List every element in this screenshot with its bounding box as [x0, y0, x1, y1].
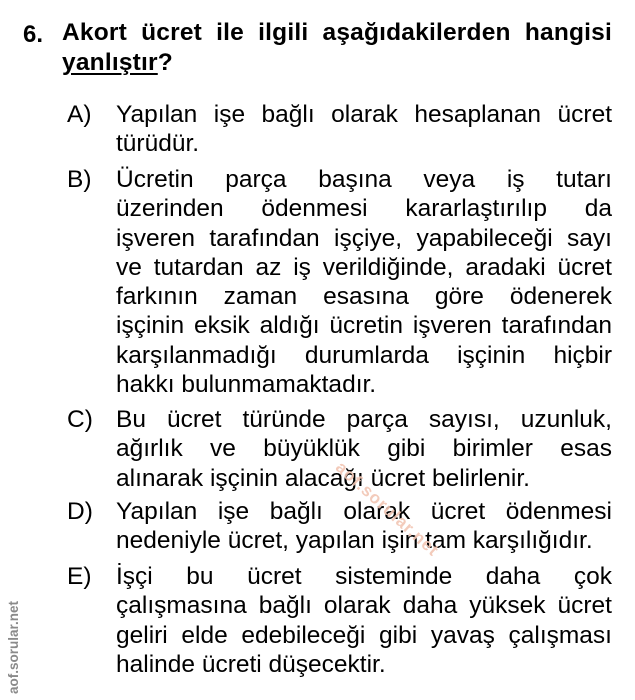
question-stem: [62, 18, 612, 78]
question-stem-emphasis: yanlıştır: [62, 49, 158, 76]
option-line: alınarak işçinin alacağı ücret belirlenir.: [116, 464, 530, 492]
option-line: Bu ücret türünde parça sayısı, uzunluk,: [116, 406, 612, 433]
option-line: karşılanmadığı durumlarda işçinin hiçbir: [116, 341, 612, 369]
option-text: [116, 562, 612, 679]
question-number: 6.: [23, 21, 44, 48]
question-stem-text: Akort ücret ile ilgili aşağıdakilerden hangisi: [62, 19, 612, 46]
option-line: işveren tarafından işçiye, yapabileceği sayı: [116, 224, 612, 252]
option-line: türüdür.: [116, 130, 200, 158]
option-text: [116, 100, 612, 159]
option-line: halinde ücreti düşecektir.: [116, 650, 386, 678]
option-line: İşçi bu ücret sisteminde daha çok: [116, 563, 612, 590]
option-line: Ücretin parça başına veya iş tutarı: [116, 166, 612, 193]
option-line: ağırlık ve büyüklük gibi birimler esas: [116, 435, 612, 463]
option-line: üzerinden ödenmesi kararlaştırılıp da: [116, 195, 612, 223]
option-line: ve tutardan az iş verildiğinde, aradaki ücret: [116, 253, 612, 281]
option-line: Yapılan işe bağlı olarak ücret ödenmesi: [116, 498, 612, 525]
option-line: Yapılan işe bağlı olarak hesaplanan ücret: [116, 101, 612, 128]
option-line: farkının zaman esasına göre ödenerek: [116, 283, 612, 311]
option-text: [116, 497, 612, 556]
option-line: geliri elde edebileceği gibi yavaş çalışması: [116, 621, 612, 649]
option-letter: D): [67, 498, 93, 525]
watermark-diagonal: aof.sorular.net: [331, 457, 443, 561]
option-letter: B): [67, 166, 92, 193]
question-stem-end: ?: [157, 49, 173, 76]
watermark-vertical: aof.sorular.net: [6, 600, 21, 694]
option-text: [116, 165, 612, 399]
option-line: nedeniyle ücret, yapılan işin tam karşılığıdır.: [116, 527, 593, 555]
option-line: işçinin eksik aldığı ücretin işveren tarafından: [116, 312, 612, 340]
option-line: hakkı bulunmamaktadır.: [116, 371, 377, 399]
option-letter: A): [67, 101, 92, 128]
option-letter: C): [67, 406, 93, 433]
option-letter: E): [67, 563, 92, 590]
option-line: çalışmasına bağlı olarak daha yüksek ücret: [116, 592, 612, 620]
